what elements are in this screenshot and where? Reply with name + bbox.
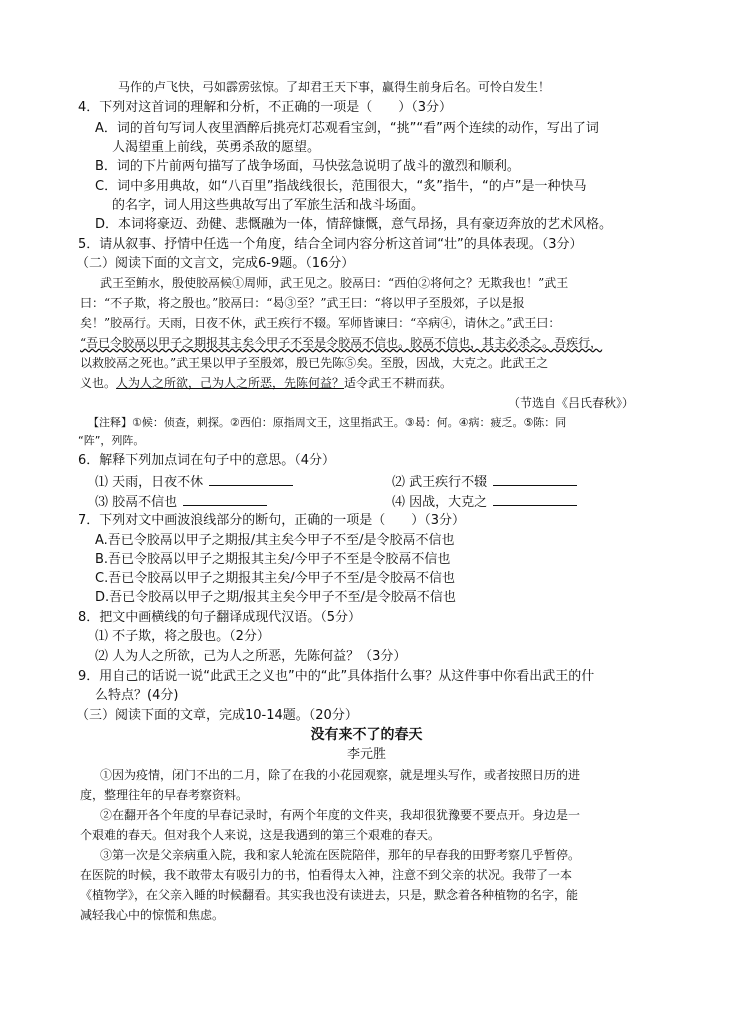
underlined-sentence: 人为人之所欲，己为人之所恶，先陈何益？ xyxy=(116,376,345,390)
q6-item-2 xyxy=(392,472,577,492)
q6-item-2-text: ⑵ 武王疾行不辍 xyxy=(392,475,488,490)
article-para-2-line1: ②在翻开各个年度的早春记录时，有两个年度的文件夹，我却很犹豫要不要点开。身边是一 xyxy=(100,808,581,822)
passage-line-6-end: 适令武王不耕而获。 xyxy=(344,376,453,390)
article-author: 李元胜 xyxy=(346,747,386,762)
passage-line-1: 武王至鲔水，殷使胶鬲候①周师，武王见之。胶鬲曰：“西伯②将何之？无欺我也！”武王 xyxy=(100,276,569,290)
q6-item-1-text: ⑴ 天雨，日夜不休 xyxy=(95,475,204,490)
article-para-3-line3: 《植物学》，在父亲入睡的时候翻看。其实我也没有读进去，只是，默念着各种植物的名字，能 xyxy=(80,888,579,902)
q8-item-2: ⑵ 人为人之所欲，己为人之所恶，先陈何益？（3分） xyxy=(95,649,407,664)
q4-option-d: D．本词将豪迈、劲健、悲慨融为一体，情辞慷慨，意气昂扬，具有豪迈奔放的艺术风格。 xyxy=(95,217,613,232)
article-para-1-line1: ①因为疫情，闭门不出的二月，除了在我的小花园观察，就是埋头写作，或者按照日历的进 xyxy=(100,768,581,782)
q4-option-a-line1: A．词的首句写词人夜里酒醉后挑亮灯芯观看宝剑，“挑”“看”两个连续的动作，写出了词 xyxy=(95,121,599,136)
q7-option-b: B.吾已令胶鬲以甲子之期报其主矣/今甲子不至是令胶鬲不信也 xyxy=(95,552,451,567)
q4-option-b: B．词的下片前两句描写了战争场面，马快弦急说明了战斗的激烈和顺利。 xyxy=(95,159,520,174)
article-title: 没有来不了的春天 xyxy=(310,727,423,743)
q6-item-4 xyxy=(392,492,577,512)
q6-item-3 xyxy=(95,492,267,512)
question-4: 4．下列对这首词的理解和分析，不正确的一项是（ ）（3分） xyxy=(78,100,453,115)
answer-blank[interactable] xyxy=(493,472,577,486)
question-7: 7．下列对文中画波浪线部分的断句，正确的一项是（ ）（3分） xyxy=(78,513,466,528)
q4-option-c-line2: 的名字，词人用这些典故写出了军旅生活和战斗场面。 xyxy=(112,198,425,213)
question-9-line2: 么特点？(4分) xyxy=(95,688,179,703)
q4-option-c-line1: C．词中多用典故，如“八百里”指战线很长，范围很大，“炙”指牛，“的卢”是一种快马 xyxy=(95,179,587,194)
article-para-2-line2: 个艰难的春天。但对我个人来说，这是我遇到的第三个艰难的春天。 xyxy=(80,828,441,842)
q7-option-d: D.吾已令胶鬲以甲子之期/报其主矣今甲子不至/是令胶鬲不信也 xyxy=(95,590,456,605)
answer-blank[interactable] xyxy=(183,492,267,506)
q6-item-1 xyxy=(95,472,293,492)
section-2-heading: （二）阅读下面的文言文，完成6-9题。（16分） xyxy=(76,256,355,271)
answer-blank[interactable] xyxy=(493,492,577,506)
passage-line-2: 曰：“不子欺，将之殷也。”胶鬲曰：“曷③至？”武王曰：“将以甲子至殷郊，子以是报 xyxy=(80,296,525,310)
annotation-line-1: 【注释】①候：侦查，刺探。②西伯：原指周文王，这里指武王。③曷：何。④病：疲乏。⑤陈：同 xyxy=(88,416,567,429)
passage-line-5: 以救胶鬲之死也。”武王果以甲子至殷郊，殷已先陈⑤矣。至殷，因战，大克之。此武王之 xyxy=(80,356,549,370)
article-para-3-line1: ③第一次是父亲病重入院，我和家人轮流在医院陪伴，那年的早春我的田野考察几乎暂停。 xyxy=(100,848,581,862)
question-5: 5．请从叙事、抒情中任选一个角度，结合全词内容分析这首词“壮”的具体表现。（3分） xyxy=(78,237,583,252)
poem-last-line: 马作的卢飞快，弓如霹雳弦惊。了却君王天下事，赢得生前身后名。可怜白发生！ xyxy=(118,80,551,94)
passage-line-6-start: 义也。 xyxy=(80,376,117,390)
annotation-line-2: “阵”，列阵。 xyxy=(78,434,145,447)
question-8: 8．把文中画横线的句子翻译成现代汉语。（5分） xyxy=(78,610,362,625)
q7-option-c: C.吾已令胶鬲以甲子之期报其主矣/今甲子不至/是令胶鬲不信也 xyxy=(95,571,455,586)
question-6: 6．解释下列加点词在句子中的意思。（4分） xyxy=(78,453,336,468)
passage-line-3: 矣！”胶鬲行。天雨，日夜不休，武王疾行不辍。军师皆谏曰：“卒病④，请休之。”武王曰： xyxy=(80,316,561,330)
q8-item-1: ⑴ 不子欺，将之殷也。（2分） xyxy=(95,629,270,644)
q6-item-3-text: ⑶ 胶鬲不信也 xyxy=(95,495,178,510)
question-9-line1: 9．用自己的话说一说“此武王之义也”中的“此”具体指什么事？从这件事中你看出武王的什 xyxy=(78,669,595,684)
article-para-3-line4: 减轻我心中的惊慌和焦虑。 xyxy=(80,908,225,922)
article-para-1-line2: 度，整理往年的早春考察资料。 xyxy=(80,788,249,802)
q6-item-4-text: ⑷ 因战，大克之 xyxy=(392,495,488,510)
answer-blank[interactable] xyxy=(209,472,293,486)
passage-line-6 xyxy=(80,374,452,392)
article-para-3-line2: 在医院的时候，我不敢带太有吸引力的书，怕看得太入神，注意不到父亲的状况。我带了一本 xyxy=(80,868,573,882)
q4-option-a-line2: 人渴望重上前线，英勇杀敌的愿望。 xyxy=(112,140,321,155)
passage-source: （节选自《吕氏春秋》） xyxy=(508,396,635,410)
q7-option-a: A.吾已令胶鬲以甲子之期报/其主矣今甲子不至/是令胶鬲不信也 xyxy=(95,533,455,548)
section-3-heading: （三）阅读下面的文章，完成10-14题。（20分） xyxy=(76,708,358,723)
passage-line-4 xyxy=(80,334,602,352)
wavy-underlined-text: “吾已令胶鬲以甲子之期报其主矣今甲子不至是令胶鬲不信也。胶鬲不信也，其主必杀之。吾疾行， xyxy=(80,336,603,350)
